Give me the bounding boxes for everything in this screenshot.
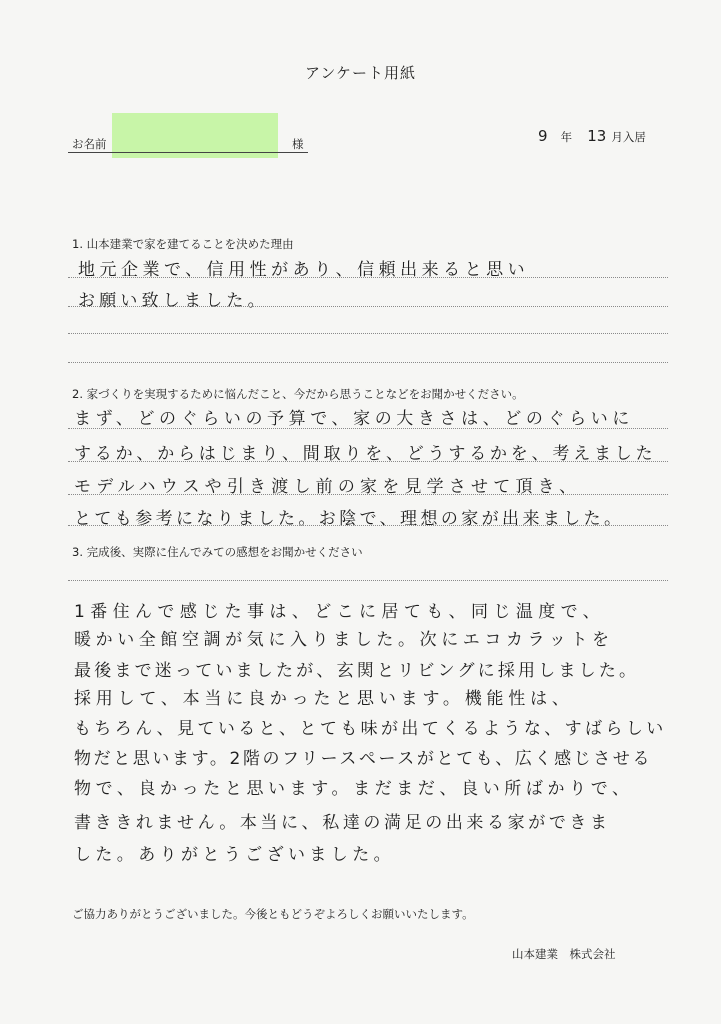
answer-line	[68, 277, 668, 278]
name-label: お名前	[72, 137, 107, 151]
honorific: 様	[292, 137, 304, 151]
year-unit: 年	[560, 130, 573, 144]
answer-line	[68, 461, 668, 462]
answer-3-line-9: した。ありがとうございました。	[74, 845, 395, 865]
answer-line	[68, 333, 668, 334]
answer-1-line-1: 地元企業で、信用性があり、信頼出来ると思い	[78, 260, 530, 280]
question-3-label: 3. 完成後、実際に住んでみての感想をお聞かせください	[72, 545, 363, 559]
answer-3-line-2: 暖かい全館空調が気に入りました。次にエコカラットを	[74, 630, 614, 650]
footer-thanks: ご協力ありがとうございました。今後ともどうぞよろしくお願いいたします。	[72, 907, 474, 921]
move-in-month: 13	[587, 127, 607, 145]
answer-3-line-3: 最後まで迷っていましたが、玄関とリビングに採用しました。	[74, 661, 640, 681]
answer-3-line-8: 書ききれません。本当に、私達の満足の出来る家ができま	[74, 813, 611, 833]
answer-3-line-7: 物で、良かったと思います。まだまだ、良い所ばかりで、	[74, 779, 634, 799]
answer-3-line-4: 採用して、本当に良かったと思います。機能性は、	[74, 689, 574, 709]
answer-line	[68, 306, 668, 307]
answer-line	[68, 580, 668, 581]
answer-2-line-1: まず、どのぐらいの予算で、家の大きさは、どのぐらいに	[74, 409, 634, 429]
answer-3-line-5: もちろん、見ていると、とても味が出てくるような、すばらしい	[74, 719, 667, 739]
question-2-label: 2. 家づくりを実現するために悩んだこと、今だから思うことなどをお聞かせください。	[72, 387, 524, 401]
answer-3-line-1: 1番住んで感じた事は、どこに居ても、同じ温度で、	[74, 602, 606, 622]
company-name: 山本建業 株式会社	[512, 947, 616, 961]
answer-line	[68, 525, 668, 526]
answer-1-line-2: お願い致しました。	[78, 291, 269, 311]
answer-2-line-2: するか、からはじまり、間取りを、どうするかを、考えました	[74, 444, 657, 464]
answer-2-line-3: モデルハウスや引き渡し前の家を見学させて頂き、	[74, 477, 582, 497]
answer-line	[68, 428, 668, 429]
question-1-label: 1. 山本建業で家を建てることを決めた理由	[72, 237, 294, 251]
answer-3-line-6: 物だと思います。2階のフリースペースがとても、広く感じさせる	[74, 749, 653, 769]
name-underline	[68, 152, 308, 153]
month-unit: 月入居	[611, 130, 646, 144]
move-in-year: 9	[538, 127, 548, 145]
answer-line	[68, 362, 668, 363]
answer-line	[68, 494, 668, 495]
answer-2-line-4: とても参考になりました。お陰で、理想の家が出来ました。	[74, 509, 625, 529]
move-in-date	[538, 126, 646, 145]
page-title: アンケート用紙	[304, 64, 417, 82]
